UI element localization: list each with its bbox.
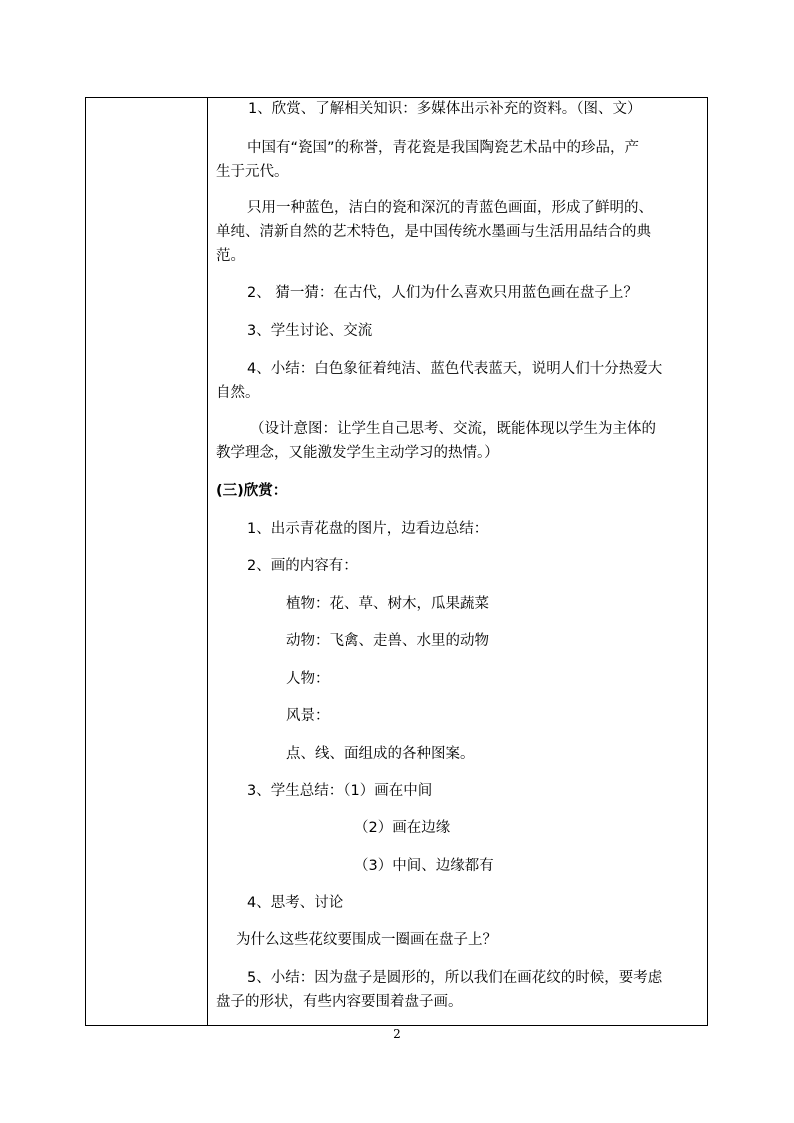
text-line: 生于元代。 (216, 164, 289, 180)
text-line: 4、小结：白色象征着纯洁、蓝色代表蓝天，说明人们十分热爱大 (247, 361, 663, 377)
text-line: 2、 猜一猜：在古代，人们为什么喜欢只用蓝色画在盘子上？ (247, 285, 638, 301)
text-line: 教学理念，又能激发学生主动学习的热情。） (216, 445, 499, 461)
text-line: 范。 (216, 248, 245, 264)
text-line: 4、思考、讨论 (247, 895, 344, 911)
text-line: 点、线、面组成的各种图案。 (286, 746, 475, 762)
text-line: 盘子的形状，有些内容要围着盘子画。 (216, 994, 463, 1010)
text-line: （2）画在边缘 (354, 820, 451, 836)
text-line: （3）中间、边缘都有 (354, 858, 494, 874)
text-line: 1、出示青花盘的图片，边看边总结： (247, 521, 489, 537)
page-number: 2 (393, 1027, 401, 1041)
text-line: 植物：花、草、树木，瓜果蔬菜 (286, 596, 489, 612)
text-line: 动物：飞禽、走兽、水里的动物 (286, 633, 489, 649)
text-line: 1、欣赏、了解相关知识：多媒体出示补充的资料。（图、文） (248, 101, 642, 117)
text-line: 只用一种蓝色，洁白的瓷和深沉的青蓝色画面，形成了鲜明的、 (247, 200, 653, 216)
section-heading: (三)欣赏： (216, 483, 288, 499)
table-column-divider (207, 97, 208, 1026)
text-line: 为什么这些花纹要围成一圈画在盘子上？ (236, 932, 497, 948)
text-line: 3、学生讨论、交流 (247, 323, 373, 339)
text-line: 2、画的内容有： (247, 558, 358, 574)
text-line: 自然。 (216, 385, 260, 401)
text-line: 中国有“瓷国”的称誉，青花瓷是我国陶瓷艺术品中的珍品，产 (247, 140, 640, 156)
text-line: 单纯、清新自然的艺术特色，是中国传统水墨画与生活用品结合的典 (216, 224, 651, 240)
text-line: 5、小结：因为盘子是圆形的，所以我们在画花纹的时候，要考虑 (247, 970, 663, 986)
text-line: 风景： (286, 708, 330, 724)
text-line: （设计意图：让学生自己思考、交流，既能体现以学生为主体的 (250, 421, 656, 437)
text-line: 人物： (286, 671, 330, 687)
text-line: 3、学生总结：（1）画在中间 (247, 783, 433, 799)
